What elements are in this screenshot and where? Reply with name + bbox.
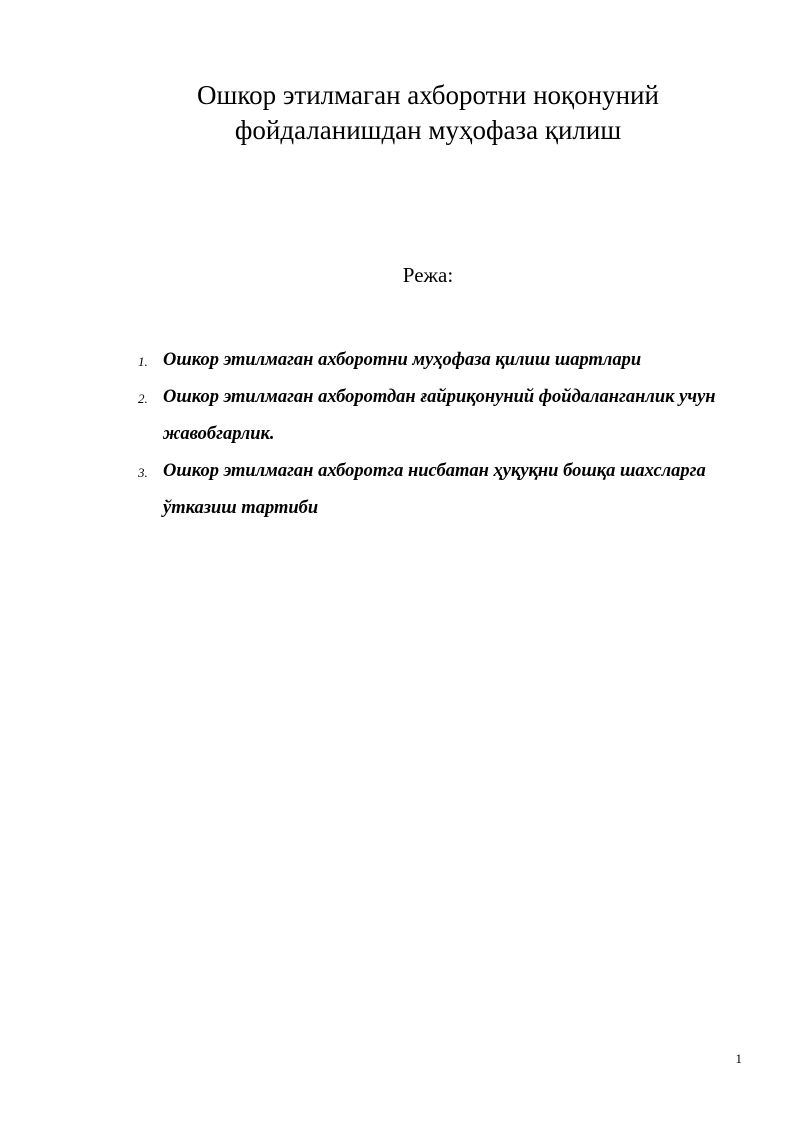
plan-item-text: Ошкор этилмаган ахборотдан ғайриқонуний фойдаланганлик учун жавобгарлик. bbox=[163, 387, 716, 444]
plan-item-number: 2. bbox=[138, 391, 148, 406]
document-title-line-2: фойдаланишдан муҳофаза қилиш bbox=[234, 115, 622, 145]
page-number: 1 bbox=[735, 1051, 742, 1066]
plan-heading: Режа: bbox=[402, 263, 454, 287]
plan-item-text: Ошкор этилмаган ахборотни муҳофаза қилиш шартлари bbox=[163, 350, 642, 370]
plan-item-text: Ошкор этилмаган ахборотга нисбатан ҳуқуқни бошқа шахсларга ўтказиш тартиби bbox=[163, 461, 706, 518]
plan-item-2 bbox=[132, 379, 752, 453]
plan-item-number: 3. bbox=[138, 465, 148, 480]
plan-list bbox=[132, 342, 752, 527]
document-title-line-1: Ошкор этилмаган ахборотни ноқонуний bbox=[197, 80, 659, 110]
plan-item-number: 1. bbox=[138, 354, 148, 369]
plan-item-3 bbox=[132, 453, 752, 527]
plan-item-1 bbox=[132, 342, 752, 379]
